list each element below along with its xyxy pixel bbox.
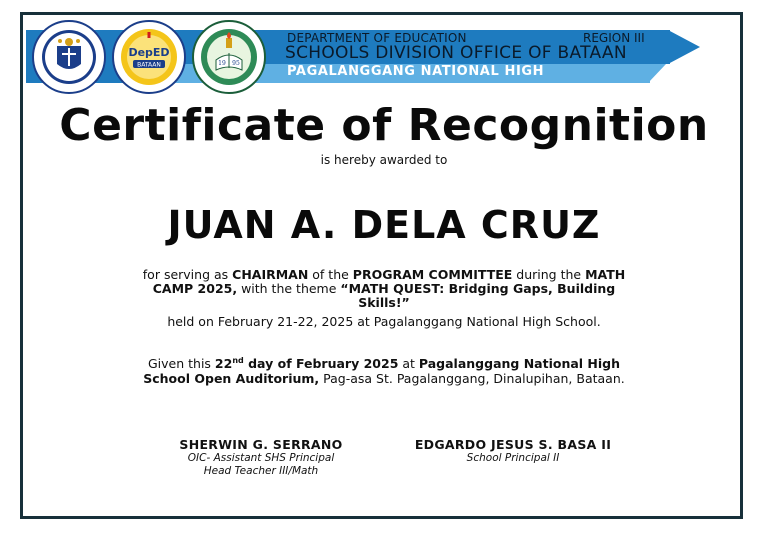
seal2-sub-text: BATAAN — [137, 61, 161, 69]
awarded-line: is hereby awarded to — [320, 153, 448, 167]
division-label: SCHOOLS DIVISION OFFICE OF BATAAN — [285, 43, 627, 63]
deped-seal-icon — [32, 20, 106, 94]
signatory-position: Head Teacher III/Math — [203, 465, 319, 477]
signatory-2 — [403, 437, 623, 465]
p1-text-a: for serving as — [142, 267, 233, 282]
held-line: held on February 21-22, 2025 at Pagalanggang National High School. — [167, 314, 601, 329]
event: MATH CAMP 2025, — [152, 267, 626, 296]
banner-dark-arrow — [668, 30, 700, 64]
seal3-year-left: 19 — [218, 60, 226, 67]
department-label: DEPARTMENT OF EDUCATION — [287, 31, 467, 45]
signatory-position: School Principal II — [466, 452, 560, 464]
given-day-suffix: nd — [232, 356, 244, 365]
recipient-name: JUAN A. DELA CRUZ — [167, 203, 601, 247]
school-label: PAGALANGGANG NATIONAL HIGH — [287, 64, 545, 79]
region-label: REGION III — [583, 31, 645, 45]
p1-text-b: of the — [308, 267, 353, 282]
given-venue: Pagalanggang National High School Open Auditorium, — [143, 356, 621, 387]
service-paragraph — [134, 268, 634, 310]
signatory-name: EDGARDO JESUS S. BASA II — [414, 437, 612, 452]
theme: “MATH QUEST: Bridging Gaps, Building Skills!” — [340, 281, 616, 310]
seal2-logo-text: DepED — [128, 46, 170, 59]
role: CHAIRMAN — [232, 267, 309, 282]
given-day: 22 — [214, 356, 233, 372]
signatory-name: SHERWIN G. SERRANO — [179, 437, 343, 452]
given-text-c: Pag-asa St. Pagalanggang, Dinalupihan, Bataan. — [319, 371, 625, 387]
given-text-b: at — [398, 356, 419, 372]
banner-light-arrow — [648, 64, 666, 83]
signatory-1 — [161, 437, 361, 478]
given-paragraph — [134, 353, 634, 386]
certificate-title: Certificate of Recognition — [59, 100, 709, 151]
p1-text-c: during the — [512, 267, 586, 282]
signatory-position: OIC- Assistant SHS Principal — [187, 452, 335, 464]
p1-text-d: with the theme — [237, 281, 341, 296]
deped-bataan-seal-icon — [112, 20, 186, 94]
given-date: day of February 2025 — [243, 356, 399, 372]
given-text-a: Given this — [147, 356, 215, 372]
seal3-year-right: 95 — [232, 60, 240, 67]
school-seal-icon — [192, 20, 266, 94]
committee: PROGRAM COMMITTEE — [352, 267, 513, 282]
